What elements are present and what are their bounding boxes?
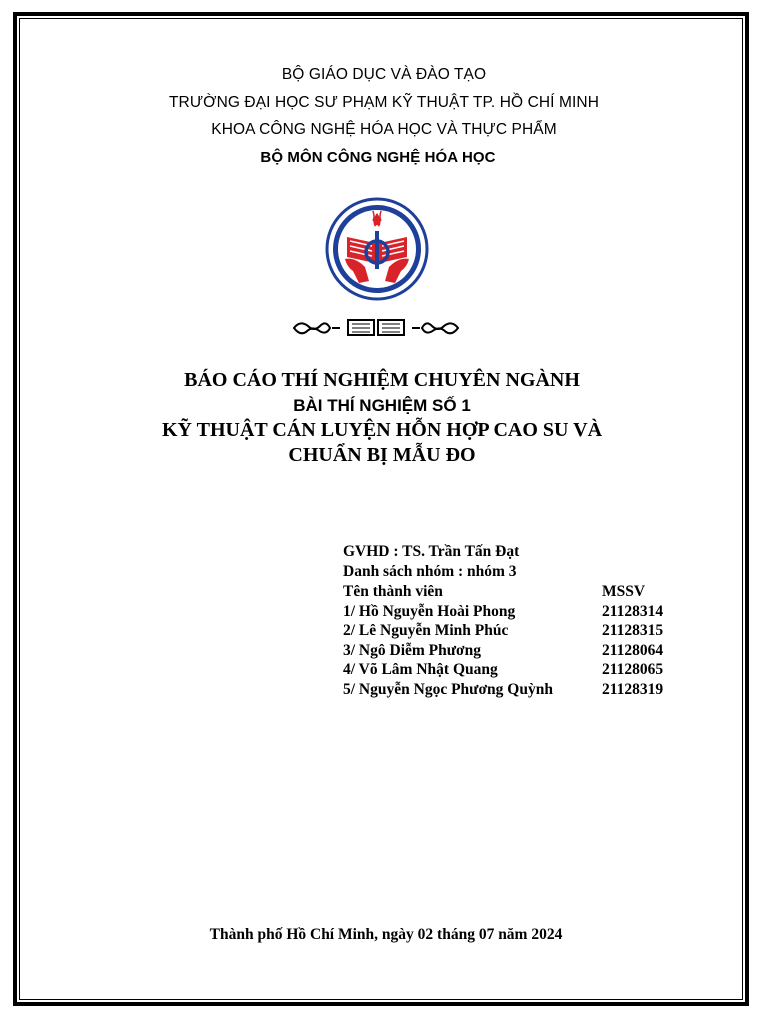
ministry-heading: BỘ GIÁO DỤC VÀ ĐÀO TẠO [281,66,487,83]
member-row [343,621,663,641]
faculty-heading: KHOA CÔNG NGHỆ HÓA HỌC VÀ THỰC PHẨM [211,121,557,138]
member-name: 1/ Hồ Nguyễn Hoài Phong [343,602,516,620]
member-id: 21128065 [602,661,664,678]
member-id: 21128319 [602,680,664,698]
group-line: Danh sách nhóm : nhóm 3 [343,563,517,580]
place-and-date: Thành phố Hồ Chí Minh, ngày 02 tháng 07 năm 2024 [209,926,563,943]
info-block [343,542,519,582]
experiment-title-line2: CHUẨN BỊ MẪU ĐO [288,444,476,466]
member-name: 2/ Lê Nguyễn Minh Phúc [343,622,509,639]
report-title: BÁO CÁO THÍ NGHIỆM CHUYÊN NGÀNH [184,369,580,391]
department-heading: BỘ MÔN CÔNG NGHỆ HÓA HỌC [260,149,496,166]
advisor-line: GVHD : TS. Trần Tấn Đạt [343,543,520,560]
university-logo-icon [325,197,429,301]
member-id: 21128064 [602,641,664,659]
member-id: 21128314 [602,602,664,620]
member-row [343,641,663,661]
member-name: 5/ Nguyễn Ngọc Phương Quỳnh [343,680,553,698]
member-row [343,660,663,680]
member-table [343,582,663,699]
decorative-book-ornament-icon [290,318,462,338]
member-row [343,680,663,700]
member-name: 3/ Ngô Diễm Phương [343,641,482,659]
experiment-number: BÀI THÍ NGHIỆM SỐ 1 [293,396,471,415]
experiment-title-line1: KỸ THUẬT CÁN LUYỆN HỖN HỢP CAO SU VÀ [161,419,603,441]
university-heading: TRƯỜNG ĐẠI HỌC SƯ PHẠM KỸ THUẬT TP. HỒ CHÍ MINH [168,94,599,111]
member-name: 4/ Võ Lâm Nhật Quang [343,661,498,678]
member-name-header: Tên thành viên [343,583,443,600]
member-id-header: MSSV [602,583,646,600]
member-row [343,602,663,622]
member-table-header [343,582,663,602]
member-id: 21128315 [602,622,664,639]
